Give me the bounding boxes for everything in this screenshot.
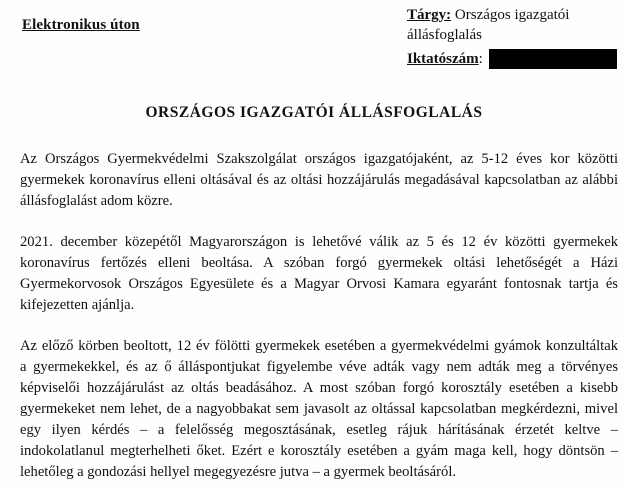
paragraph-line: gyermekek koronavírus elleni oltásával és az oltási hozzájárulás megadásával kapcsolatban az alábbi	[20, 172, 618, 188]
paragraph-line: gyermekeket nem lehet, de a nagyobbakat sem javasolt az oltással kapcsolatban megkérdezni, mivel	[20, 401, 618, 417]
paragraph-line: lehetőleg a gondozási hellyel megegyezésre jutva – a gyermek beoltásáról.	[20, 464, 457, 480]
subject-row	[407, 5, 622, 45]
paragraph-line: Gyermekorvosok Országos Egyesülete és a Magyar Orvosi Kamara egyaránt fontosnak tartja és	[20, 276, 618, 292]
subject-block	[407, 5, 622, 69]
paragraph-line: 2021. december közepétől Magyarországon is lehetővé válik az 5 és 12 év közötti gyermekek	[20, 234, 618, 250]
redacted-reference-number	[489, 49, 617, 69]
delivery-method: Elektronikus úton	[22, 17, 140, 33]
paragraph-1	[20, 149, 618, 212]
subject-value-line2: állásfoglalás	[407, 27, 482, 43]
paragraph-line: Az Országos Gyermekvédelmi Szakszolgálat országos igazgatójaként, az 5-12 éves kor közötti	[20, 151, 618, 167]
paragraph-2	[20, 232, 618, 316]
paragraph-line: a gyermekekkel, és az ő álláspontjukat figyelembe véve adták vagy nem adták meg a törvényes	[20, 359, 618, 375]
paragraph-line: egy ilyen kérdés – a felelősség megosztásának, esetleg rájuk hárításának érzetét keltve –	[20, 422, 618, 438]
reference-number-row	[407, 49, 622, 69]
document-title: ORSZÁGOS IGAZGATÓI ÁLLÁSFOGLALÁS	[145, 104, 483, 121]
paragraph-line: állásfoglalást adom közre.	[20, 193, 173, 209]
subject-label: Tárgy:	[407, 7, 452, 23]
paragraph-line: képviselői hozzájárulást az oltás beadásához. A most szóban forgó korosztály esetében a kisebb	[20, 380, 618, 396]
paragraph-line: Az előző körben beoltott, 12 év fölötti gyermekek esetében a gyermekvédelmi gyámok konzultáltak	[20, 338, 618, 354]
subject-value-line1: Országos igazgatói	[454, 7, 570, 23]
paragraph-line: koronavírus fertőzés elleni beoltása. A szóban forgó gyermekek oltási lehetőségét a Házi	[20, 255, 618, 271]
reference-number-colon: :	[478, 51, 483, 67]
reference-number-label: Iktatószám	[407, 51, 479, 67]
paragraph-3	[20, 336, 618, 483]
paragraph-line: kifejezetten ajánlja.	[20, 297, 135, 313]
paragraph-line: indokolatlanul megterhelheti őket. Ezért e korosztály esetében a gyám maga kell, hogy döntsön –	[20, 443, 618, 459]
